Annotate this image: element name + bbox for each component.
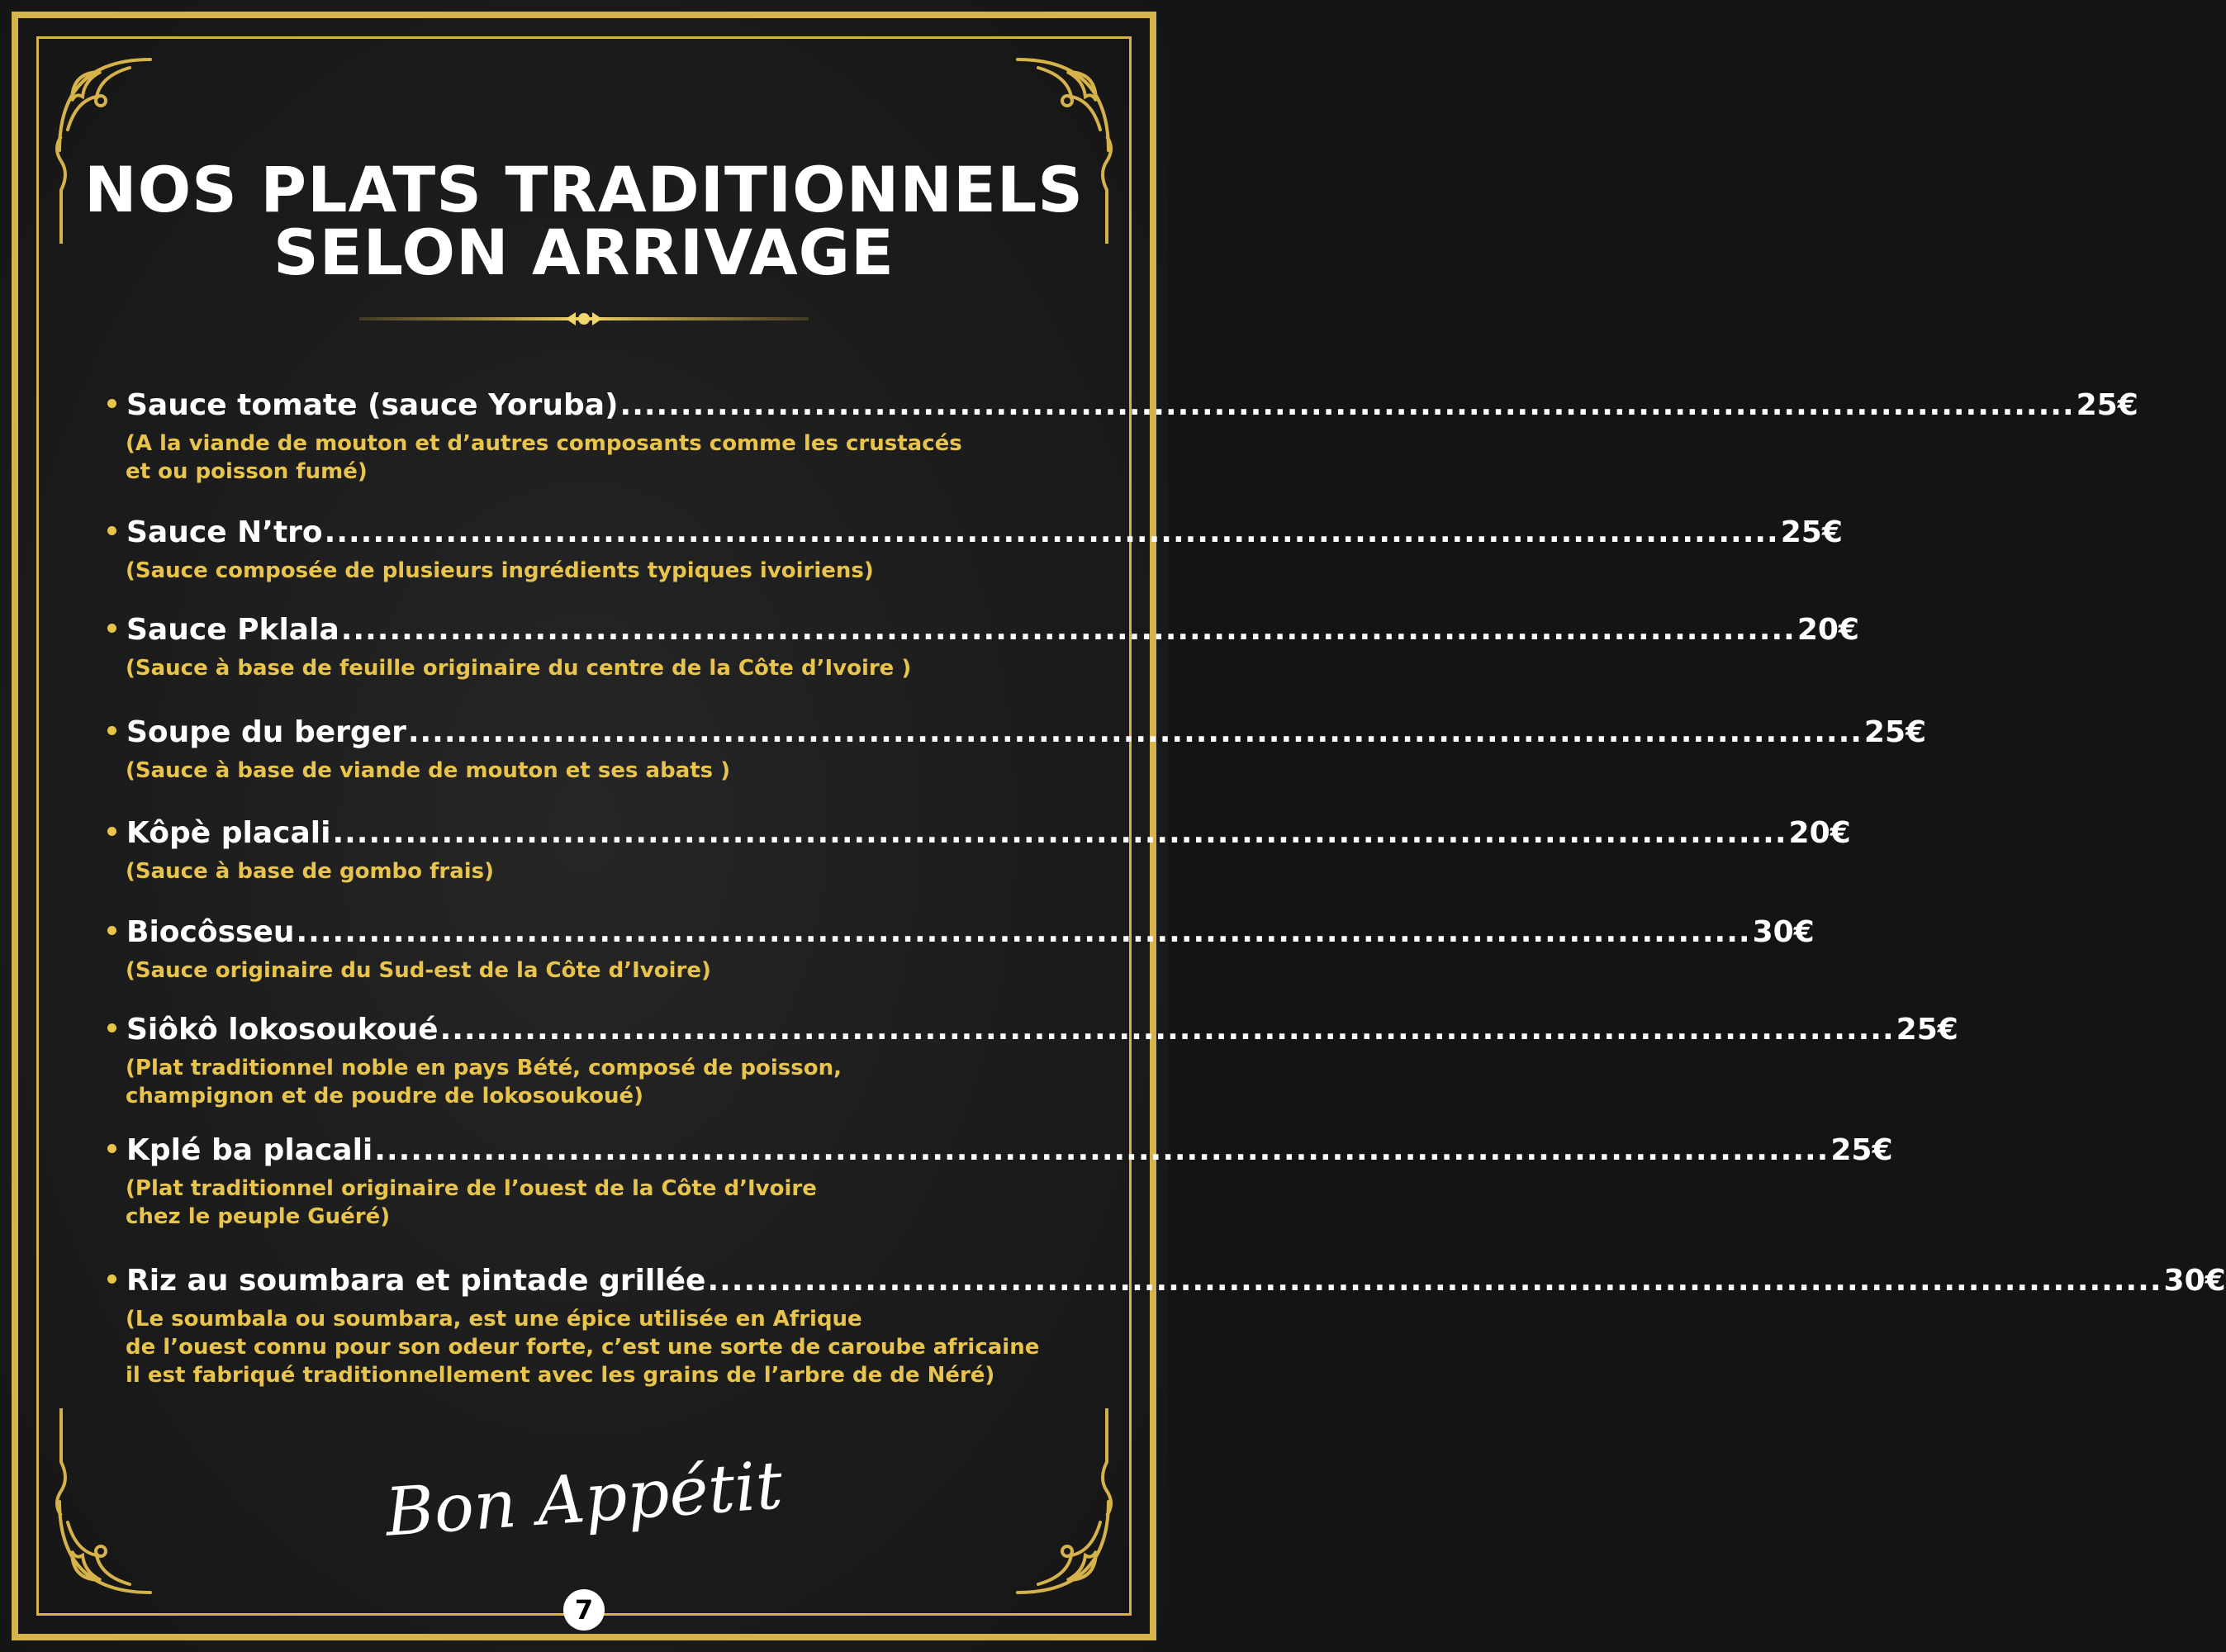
menu-item [107,611,1859,682]
bullet-icon [107,399,116,408]
dish-description: (Sauce composée de plusieurs ingrédients typiques ivoiriens) [126,558,874,583]
dish-price: 25€ [2076,388,2138,422]
dish-price: 20€ [1796,613,1859,647]
dish-description: (Sauce à base de viande de mouton et ses abats ) [126,758,731,783]
menu-item [107,914,1815,985]
menu-item [107,1132,1893,1231]
dish-description: (A la viande de mouton et d’autres composants comme les crustacés et ou poisson fumé) [126,431,962,484]
dish-name: Sauce N’tro [126,515,323,549]
dish-description: (Sauce originaire du Sud-est de la Côte d’Ivoire) [126,958,711,983]
dish-name: Soupe du berger [126,715,406,749]
dish-name: Biocôsseu [126,915,295,949]
dish-description: (Sauce à base de feuille originaire du centre de la Côte d’Ivoire ) [126,656,912,681]
dish-price: 30€ [2163,1264,2226,1298]
dish-name: Sauce Pklala [126,613,339,647]
page-title-line1: NOS PLATS TRADITIONNELS [83,153,1085,226]
dish-name: Kôpè placali [126,816,331,850]
dish-price: 30€ [1752,915,1815,949]
bullet-icon [107,526,116,535]
bullet-icon [107,624,116,633]
bullet-icon [107,1275,116,1284]
dish-price: 25€ [1830,1133,1893,1167]
dish-name: Sauce tomate (sauce Yoruba) [126,388,619,422]
bullet-icon [107,1144,116,1153]
dish-price: 20€ [1788,816,1851,850]
dish-name: Kplé ba placali [126,1133,373,1167]
dish-price: 25€ [1863,715,1927,749]
menu-item [107,1011,1958,1110]
dot-leader: ........................................................................................................................ [340,613,1796,647]
dot-leader: ........................................................................................................................ [439,1013,1895,1047]
bullet-icon [107,926,116,935]
menu-item [107,714,1927,785]
dish-price: 25€ [1896,1013,1958,1047]
dish-description: (Plat traditionnel noble en pays Bété, composé de poisson, champignon et de poudre de lokosoukoué) [126,1056,842,1108]
page-title-line2: SELON ARRIVAGE [273,216,895,289]
menu-item [107,387,2138,486]
dot-leader: ........................................................................................................................ [296,915,1751,949]
bullet-icon [107,1023,116,1032]
dish-description: (Sauce à base de gombo frais) [126,859,495,884]
dot-leader: ........................................................................................................................ [619,388,2075,422]
bullet-icon [107,726,116,735]
menu-item [107,814,1851,885]
menu-item [107,1262,2226,1389]
dot-leader: ........................................................................................................................ [324,515,1779,549]
dish-description: (Plat traditionnel originaire de l’ouest de la Côte d’Ivoire chez le peuple Guéré) [126,1176,817,1229]
dot-leader: ........................................................................................................................ [332,816,1787,850]
dot-leader: ........................................................................................................................ [374,1133,1830,1167]
gold-divider-icon [359,307,809,330]
dot-leader: ........................................................................................................................ [407,715,1863,749]
bon-appetit-signature: Bon Appétit [382,1446,786,1551]
menu-item [107,514,1843,585]
dish-price: 25€ [1780,515,1843,549]
dish-description: (Le soumbala ou soumbara, est une épice utilisée en Afrique de l’ouest connu pour son odeur forte, c’est une sorte de caroube africaine il est fabriqué traditionnellement avec les grains de l’arbre de de Néré) [126,1307,1040,1388]
dish-name: Siôkô lokosoukoué [126,1013,439,1047]
dot-leader: ........................................................................................................................ [707,1264,2162,1298]
dish-name: Riz au soumbara et pintade grillée [126,1264,706,1298]
page-number-badge: 7 [563,1589,605,1631]
bullet-icon [107,827,116,836]
